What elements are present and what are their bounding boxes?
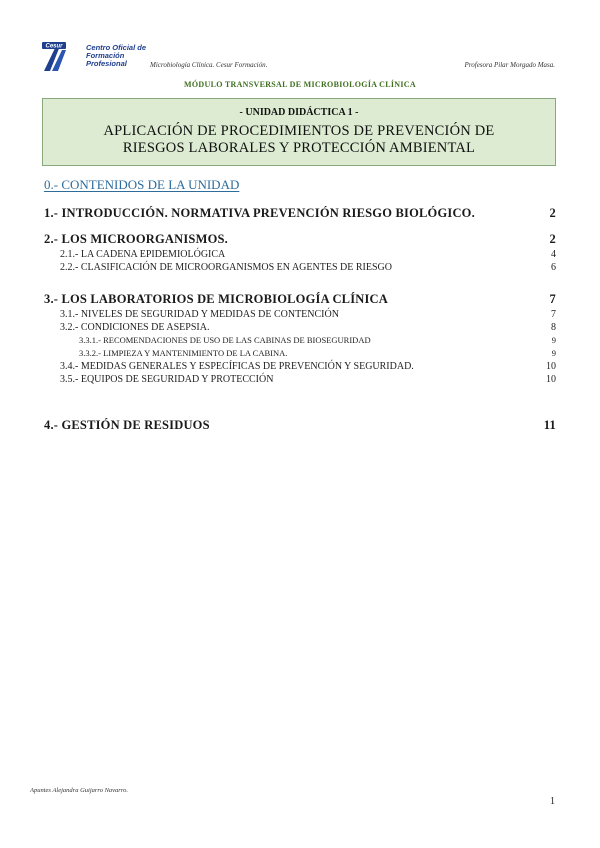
toc-entry-title: 3.5.- EQUIPOS DE SEGURIDAD Y PROTECCIÓN xyxy=(60,374,274,385)
toc-entry[interactable] xyxy=(44,416,556,434)
toc-entry[interactable] xyxy=(44,373,556,386)
toc-entry-page: 7 xyxy=(549,292,556,306)
unit-title-line2: RIESGOS LABORALES Y PROTECCIÓN AMBIENTAL xyxy=(122,140,476,156)
contents-heading: 0.- CONTENIDOS DE LA UNIDAD xyxy=(44,177,240,192)
toc-entry-title: 4.- GESTIÓN DE RESIDUOS xyxy=(44,418,210,432)
toc-section-4 xyxy=(44,416,556,434)
toc-entry-page: 10 xyxy=(546,374,556,385)
toc-entry[interactable] xyxy=(44,204,556,222)
toc-entry-title: 3.3.1.- RECOMENDACIONES DE USO DE LAS CABINAS DE BIOSEGURIDAD xyxy=(79,335,371,345)
toc-entry[interactable] xyxy=(44,334,556,347)
toc-entry-page: 2 xyxy=(549,206,556,220)
toc-entry[interactable] xyxy=(44,248,556,261)
toc-entry-page: 2 xyxy=(549,232,556,246)
toc-section-2 xyxy=(44,230,556,274)
table-of-contents xyxy=(44,204,556,222)
toc-entry[interactable] xyxy=(44,261,556,274)
unit-title xyxy=(43,123,555,157)
toc-entry-title: 3.4.- MEDIDAS GENERALES Y ESPECÍFICAS DE PREVENCIÓN Y SEGURIDAD. xyxy=(60,361,414,372)
cesur-logo xyxy=(42,42,162,72)
toc-entry-title: 2.2.- CLASIFICACIÓN DE MICROORGANISMOS EN AGENTES DE RIESGO xyxy=(60,262,392,273)
toc-entry-page: 9 xyxy=(551,335,556,345)
toc-entry-title: 1.- INTRODUCCIÓN. NORMATIVA PREVENCIÓN RIESGO BIOLÓGICO. xyxy=(44,206,475,220)
toc-entry[interactable] xyxy=(44,290,556,308)
toc-entry-page: 6 xyxy=(551,262,556,273)
toc-entry[interactable] xyxy=(44,360,556,373)
toc-entry-title: 2.1.- LA CADENA EPIDEMIOLÓGICA xyxy=(60,249,226,260)
unit-title-box xyxy=(42,98,556,166)
toc-entry-page: 4 xyxy=(551,249,556,260)
footer-author: Apuntes Alejandra Guijarro Navarro. xyxy=(30,787,128,794)
cesur-logo-icon xyxy=(42,42,82,72)
toc-entry-title: 3.3.2.- LIMPIEZA Y MANTENIMIENTO DE LA CABINA. xyxy=(79,348,288,358)
toc-entry-page: 10 xyxy=(546,361,556,372)
logo-brand-text: Cesur xyxy=(45,43,63,50)
toc-entry-title: 3.1.- NIVELES DE SEGURIDAD Y MEDIDAS DE CONTENCIÓN xyxy=(60,309,339,320)
toc-entry[interactable] xyxy=(44,308,556,321)
header-teacher-text: Profesora Pilar Morgado Masa. xyxy=(464,61,555,69)
toc-entry[interactable] xyxy=(44,230,556,248)
logo-caption-line2: Formación Profesional xyxy=(86,51,127,68)
toc-entry-page: 9 xyxy=(551,348,556,358)
toc-entry-title: 2.- LOS MICROORGANISMOS. xyxy=(44,232,228,246)
toc-section-3 xyxy=(44,290,556,386)
toc-entry-page: 11 xyxy=(543,418,556,432)
page-number: 1 xyxy=(550,796,555,807)
unit-label: - UNIDAD DIDÁCTICA 1 - xyxy=(239,107,359,118)
module-title: MÓDULO TRANSVERSAL DE MICROBIOLOGÍA CLÍNICA xyxy=(184,80,416,89)
toc-entry-title: 3.- LOS LABORATORIOS DE MICROBIOLOGÍA CLÍNICA xyxy=(44,292,389,306)
logo-caption-line1: Centro Oficial de xyxy=(86,43,147,52)
toc-entry-title: 3.2.- CONDICIONES DE ASEPSIA. xyxy=(60,322,210,333)
toc-entry-page: 8 xyxy=(551,322,556,333)
toc-entry[interactable] xyxy=(44,321,556,334)
toc-entry[interactable] xyxy=(44,347,556,360)
unit-title-line1: APLICACIÓN DE PROCEDIMIENTOS DE PREVENCIÓN DE xyxy=(103,123,495,139)
header-course-text: Microbiología Clínica. Cesur Formación. xyxy=(150,61,268,69)
toc-entry-page: 7 xyxy=(551,309,556,320)
